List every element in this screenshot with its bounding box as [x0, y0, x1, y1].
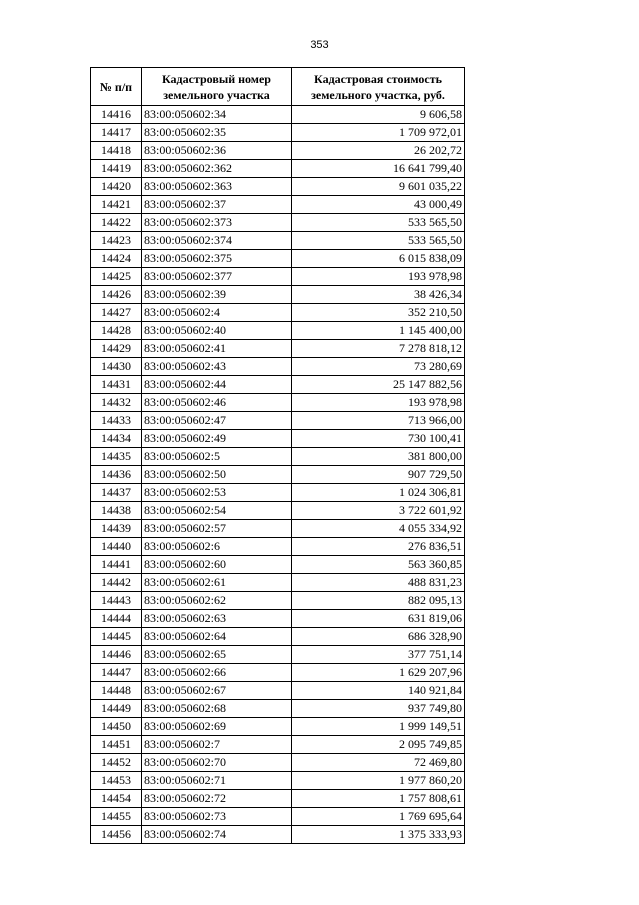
cadastral-value: 533 565,50 — [292, 214, 465, 232]
cadastral-value: 1 977 860,20 — [292, 772, 465, 790]
row-number: 14451 — [91, 736, 142, 754]
cadastral-number: 83:00:050602:373 — [142, 214, 292, 232]
cadastral-number: 83:00:050602:65 — [142, 646, 292, 664]
row-number: 14439 — [91, 520, 142, 538]
cadastral-number: 83:00:050602:68 — [142, 700, 292, 718]
cadastral-value-table — [90, 67, 465, 844]
cadastral-number: 83:00:050602:53 — [142, 484, 292, 502]
cadastral-number: 83:00:050602:54 — [142, 502, 292, 520]
table-row — [91, 232, 465, 250]
row-number: 14435 — [91, 448, 142, 466]
row-number: 14438 — [91, 502, 142, 520]
cadastral-number: 83:00:050602:7 — [142, 736, 292, 754]
cadastral-number: 83:00:050602:72 — [142, 790, 292, 808]
cadastral-number: 83:00:050602:70 — [142, 754, 292, 772]
row-number: 14417 — [91, 124, 142, 142]
row-number: 14436 — [91, 466, 142, 484]
cadastral-value: 276 836,51 — [292, 538, 465, 556]
row-number: 14427 — [91, 304, 142, 322]
cadastral-value: 140 921,84 — [292, 682, 465, 700]
cadastral-number: 83:00:050602:63 — [142, 610, 292, 628]
cadastral-value: 686 328,90 — [292, 628, 465, 646]
table-row — [91, 448, 465, 466]
table-row — [91, 466, 465, 484]
cadastral-number: 83:00:050602:34 — [142, 106, 292, 124]
cadastral-value: 16 641 799,40 — [292, 160, 465, 178]
row-number: 14419 — [91, 160, 142, 178]
table-header — [91, 68, 465, 106]
cadastral-number: 83:00:050602:6 — [142, 538, 292, 556]
table-row — [91, 322, 465, 340]
cadastral-number: 83:00:050602:36 — [142, 142, 292, 160]
row-number: 14455 — [91, 808, 142, 826]
cadastral-value: 937 749,80 — [292, 700, 465, 718]
cadastral-value: 1 999 149,51 — [292, 718, 465, 736]
row-number: 14418 — [91, 142, 142, 160]
table-row — [91, 592, 465, 610]
cadastral-value: 907 729,50 — [292, 466, 465, 484]
cadastral-value: 1 629 207,96 — [292, 664, 465, 682]
table-row — [91, 178, 465, 196]
row-number: 14429 — [91, 340, 142, 358]
cadastral-value: 1 757 808,61 — [292, 790, 465, 808]
cadastral-number: 83:00:050602:67 — [142, 682, 292, 700]
cadastral-number: 83:00:050602:50 — [142, 466, 292, 484]
cadastral-value: 1 375 333,93 — [292, 826, 465, 844]
cadastral-number: 83:00:050602:5 — [142, 448, 292, 466]
cadastral-number: 83:00:050602:69 — [142, 718, 292, 736]
table-row — [91, 124, 465, 142]
table-row — [91, 502, 465, 520]
table-row — [91, 700, 465, 718]
row-number: 14448 — [91, 682, 142, 700]
row-number: 14416 — [91, 106, 142, 124]
row-number: 14423 — [91, 232, 142, 250]
table-row — [91, 772, 465, 790]
cadastral-number: 83:00:050602:4 — [142, 304, 292, 322]
cadastral-value: 193 978,98 — [292, 394, 465, 412]
table-row — [91, 556, 465, 574]
table-row — [91, 646, 465, 664]
table-row — [91, 250, 465, 268]
row-number: 14443 — [91, 592, 142, 610]
page-number: 353 — [310, 39, 329, 51]
table-row — [91, 430, 465, 448]
cadastral-number: 83:00:050602:41 — [142, 340, 292, 358]
table-row — [91, 196, 465, 214]
row-number: 14431 — [91, 376, 142, 394]
table-row — [91, 736, 465, 754]
row-number: 14454 — [91, 790, 142, 808]
cadastral-value: 72 469,80 — [292, 754, 465, 772]
row-number: 14449 — [91, 700, 142, 718]
cadastral-number: 83:00:050602:73 — [142, 808, 292, 826]
cadastral-value: 4 055 334,92 — [292, 520, 465, 538]
cadastral-value: 533 565,50 — [292, 232, 465, 250]
cadastral-number: 83:00:050602:363 — [142, 178, 292, 196]
cadastral-number: 83:00:050602:43 — [142, 358, 292, 376]
cadastral-number: 83:00:050602:49 — [142, 430, 292, 448]
header-number: № п/п — [91, 68, 142, 106]
cadastral-value: 1 769 695,64 — [292, 808, 465, 826]
row-number: 14432 — [91, 394, 142, 412]
cadastral-value: 9 606,58 — [292, 106, 465, 124]
cadastral-number: 83:00:050602:60 — [142, 556, 292, 574]
row-number: 14444 — [91, 610, 142, 628]
cadastral-value: 730 100,41 — [292, 430, 465, 448]
table-row — [91, 520, 465, 538]
cadastral-value: 377 751,14 — [292, 646, 465, 664]
cadastral-number: 83:00:050602:39 — [142, 286, 292, 304]
table-row — [91, 538, 465, 556]
table-row — [91, 286, 465, 304]
cadastral-value: 381 800,00 — [292, 448, 465, 466]
header-row — [91, 68, 465, 106]
cadastral-number: 83:00:050602:375 — [142, 250, 292, 268]
cadastral-number: 83:00:050602:374 — [142, 232, 292, 250]
table-row — [91, 394, 465, 412]
table-row — [91, 754, 465, 772]
cadastral-value: 26 202,72 — [292, 142, 465, 160]
row-number: 14421 — [91, 196, 142, 214]
table-row — [91, 268, 465, 286]
cadastral-number: 83:00:050602:40 — [142, 322, 292, 340]
row-number: 14428 — [91, 322, 142, 340]
row-number: 14445 — [91, 628, 142, 646]
row-number: 14456 — [91, 826, 142, 844]
row-number: 14442 — [91, 574, 142, 592]
row-number: 14440 — [91, 538, 142, 556]
cadastral-value: 563 360,85 — [292, 556, 465, 574]
cadastral-number: 83:00:050602:61 — [142, 574, 292, 592]
cadastral-number: 83:00:050602:377 — [142, 268, 292, 286]
cadastral-value: 7 278 818,12 — [292, 340, 465, 358]
cadastral-number: 83:00:050602:35 — [142, 124, 292, 142]
table-row — [91, 718, 465, 736]
row-number: 14422 — [91, 214, 142, 232]
header-cadastral-value: Кадастровая стоимость земельного участка, руб. — [292, 68, 465, 106]
row-number: 14433 — [91, 412, 142, 430]
cadastral-number: 83:00:050602:44 — [142, 376, 292, 394]
cadastral-value: 488 831,23 — [292, 574, 465, 592]
table-row — [91, 682, 465, 700]
table-row — [91, 376, 465, 394]
table-row — [91, 160, 465, 178]
cadastral-number: 83:00:050602:57 — [142, 520, 292, 538]
table-row — [91, 106, 465, 124]
cadastral-value: 25 147 882,56 — [292, 376, 465, 394]
cadastral-value: 1 709 972,01 — [292, 124, 465, 142]
cadastral-value: 43 000,49 — [292, 196, 465, 214]
row-number: 14452 — [91, 754, 142, 772]
cadastral-number: 83:00:050602:66 — [142, 664, 292, 682]
table-row — [91, 808, 465, 826]
header-cadastral-number: Кадастровый номер земельного участка — [142, 68, 292, 106]
table-row — [91, 610, 465, 628]
table-row — [91, 484, 465, 502]
table-row — [91, 574, 465, 592]
row-number: 14447 — [91, 664, 142, 682]
cadastral-value: 1 145 400,00 — [292, 322, 465, 340]
row-number: 14446 — [91, 646, 142, 664]
cadastral-number: 83:00:050602:37 — [142, 196, 292, 214]
cadastral-value: 9 601 035,22 — [292, 178, 465, 196]
cadastral-number: 83:00:050602:46 — [142, 394, 292, 412]
cadastral-number: 83:00:050602:362 — [142, 160, 292, 178]
cadastral-value: 713 966,00 — [292, 412, 465, 430]
row-number: 14450 — [91, 718, 142, 736]
cadastral-number: 83:00:050602:62 — [142, 592, 292, 610]
cadastral-value: 631 819,06 — [292, 610, 465, 628]
row-number: 14424 — [91, 250, 142, 268]
row-number: 14425 — [91, 268, 142, 286]
table-body — [91, 106, 465, 844]
table-row — [91, 304, 465, 322]
row-number: 14434 — [91, 430, 142, 448]
row-number: 14426 — [91, 286, 142, 304]
table-row — [91, 628, 465, 646]
table-row — [91, 826, 465, 844]
table-row — [91, 358, 465, 376]
cadastral-value: 193 978,98 — [292, 268, 465, 286]
cadastral-value: 2 095 749,85 — [292, 736, 465, 754]
row-number: 14420 — [91, 178, 142, 196]
table-row — [91, 142, 465, 160]
table-row — [91, 214, 465, 232]
table-row — [91, 412, 465, 430]
row-number: 14437 — [91, 484, 142, 502]
table-row — [91, 790, 465, 808]
row-number: 14430 — [91, 358, 142, 376]
cadastral-value: 882 095,13 — [292, 592, 465, 610]
row-number: 14441 — [91, 556, 142, 574]
cadastral-value: 6 015 838,09 — [292, 250, 465, 268]
cadastral-number: 83:00:050602:64 — [142, 628, 292, 646]
cadastral-value: 1 024 306,81 — [292, 484, 465, 502]
cadastral-number: 83:00:050602:71 — [142, 772, 292, 790]
cadastral-value: 73 280,69 — [292, 358, 465, 376]
cadastral-value: 38 426,34 — [292, 286, 465, 304]
table-row — [91, 664, 465, 682]
cadastral-value: 352 210,50 — [292, 304, 465, 322]
row-number: 14453 — [91, 772, 142, 790]
cadastral-number: 83:00:050602:74 — [142, 826, 292, 844]
table-row — [91, 340, 465, 358]
cadastral-value: 3 722 601,92 — [292, 502, 465, 520]
cadastral-number: 83:00:050602:47 — [142, 412, 292, 430]
